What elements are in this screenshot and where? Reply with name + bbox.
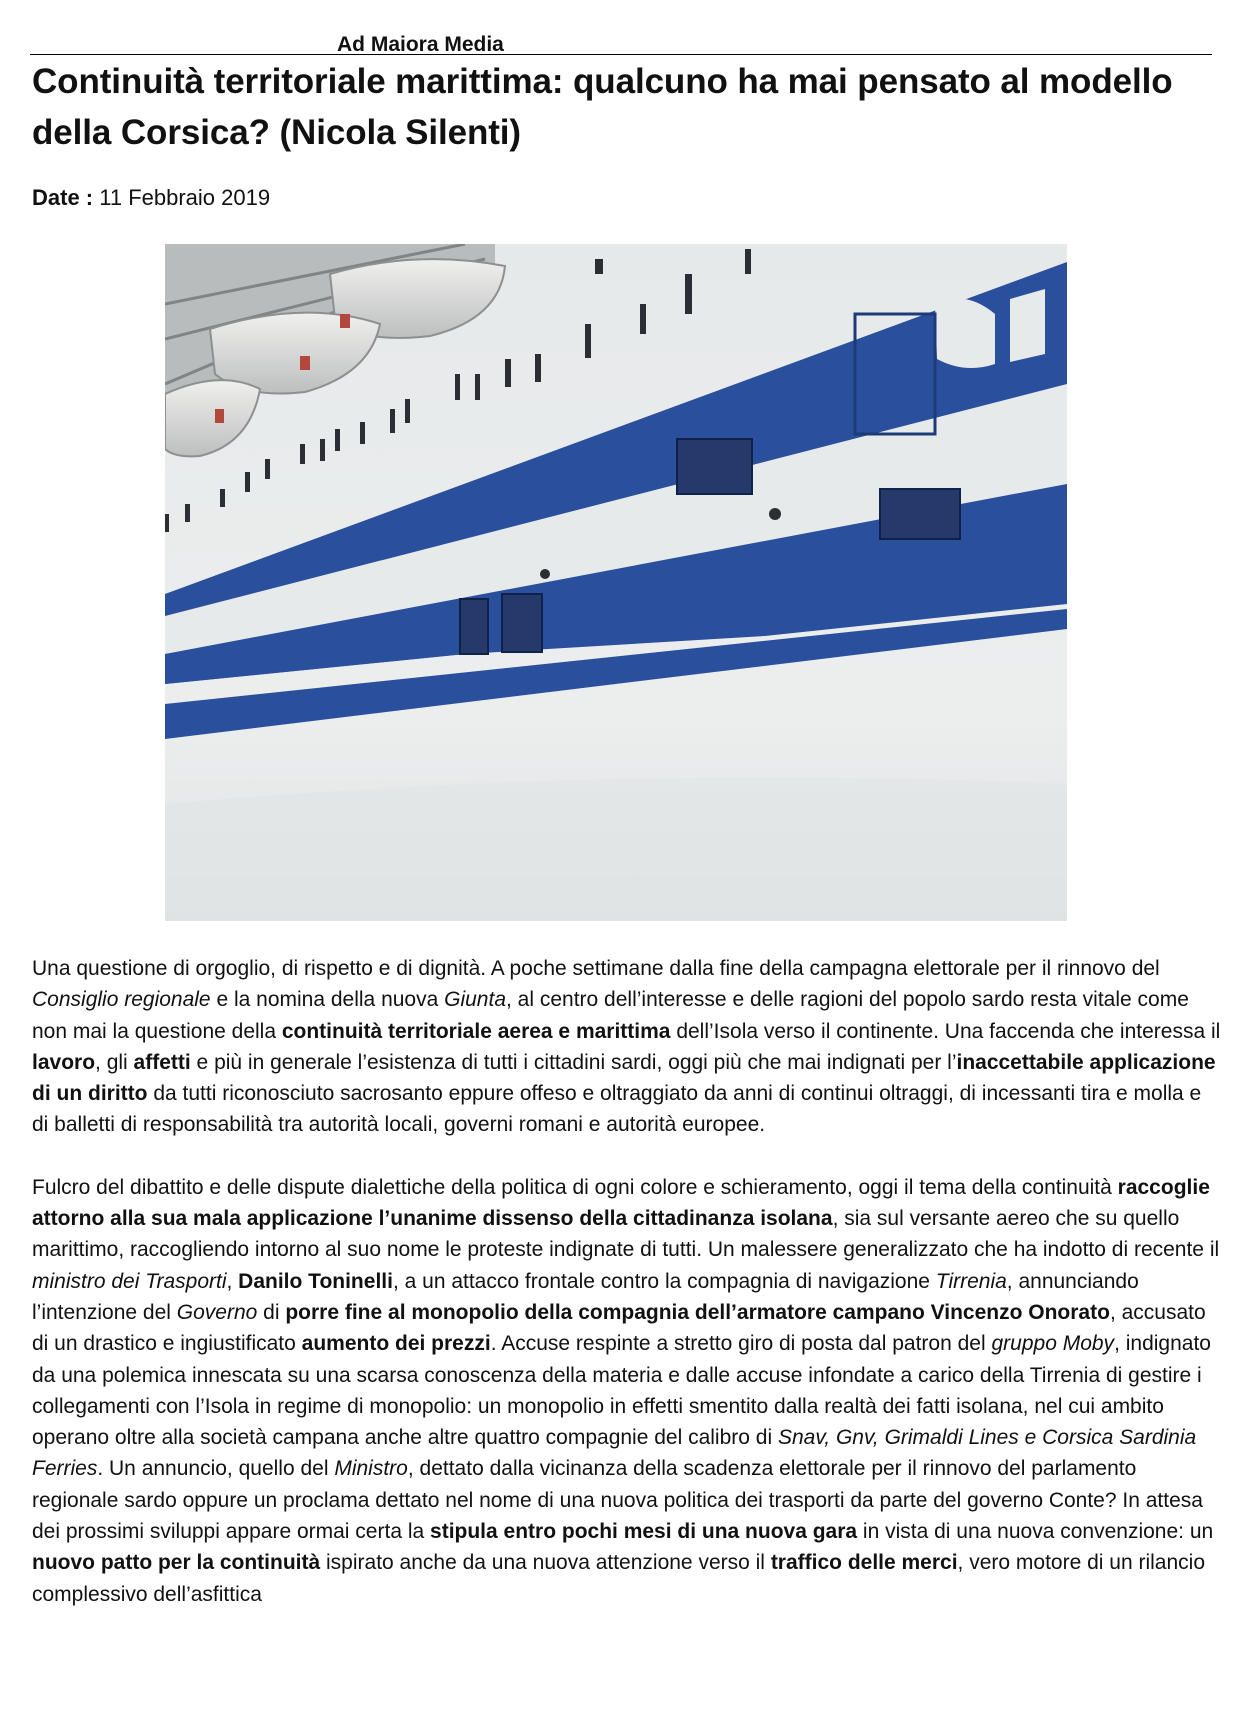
text-run: . Un annuncio, quello del [97, 1457, 335, 1481]
italic-text: ministro dei Trasporti [32, 1269, 227, 1293]
text-run: , indignato da una polemica innescata su una scarsa conoscenza della materia e dalle accuse infondate a carico della Tirrenia di gestire i collegamenti con l’Isola in regime di monopolio: un monopolio in effetti smentito dalla realtà dei fatti isolana, nel cui ambito operano oltre alla società campana anche altre quattro compagnie del calibro di [32, 1332, 1211, 1450]
lifeboat-hook [340, 314, 350, 328]
text-run: , [226, 1269, 239, 1293]
lifeboat-hook [215, 409, 224, 423]
lifeboat-hook [300, 356, 310, 370]
italic-text: Giunta [444, 988, 506, 1012]
text-run: da tutti riconosciuto sacrosanto eppure offeso e oltraggiato da anni di continui oltraggi, di incessanti tira e molla e di balletti di responsabilità tra autorità locali, governi romani e autorità europee. [32, 1082, 1202, 1137]
date-line [32, 183, 270, 213]
text-run: , accusato di un drastico e ingiustificato [32, 1300, 1206, 1356]
text-run: , annunciando l’intenzione del [32, 1269, 1139, 1324]
text-run: in vista di una nuova convenzione: un [857, 1520, 1214, 1544]
bold-text: Danilo Toninelli [238, 1269, 393, 1293]
text-run: , vero motore di un rilancio complessivo dell’asfittica [32, 1551, 1205, 1606]
paragraph [32, 1172, 1222, 1610]
italic-text: Governo [176, 1300, 258, 1324]
hull-lower-shadow [165, 777, 1067, 921]
text-run: . Accuse respinte a stretto giro di posta dal patron del [490, 1332, 992, 1356]
bold-text: lavoro [32, 1050, 96, 1074]
bold-text: traffico delle merci [770, 1551, 958, 1575]
bold-text: raccoglie attorno alla sua mala applicazione l’unanime dissenso della cittadinanza isolana [32, 1175, 1210, 1231]
ship-hull-photo [165, 244, 1067, 921]
text-run: e la nomina della nuova [210, 988, 445, 1012]
text-run: , sia sul versante aereo che su quello marittimo, raccogliendo intorno al suo nome le proteste indignate di tutti. Un malessere generalizzato che ha indotto di recente il [32, 1207, 1220, 1262]
bold-text: porre fine al monopolio della compagnia dell’armatore campano Vincenzo Onorato [285, 1300, 1110, 1324]
text-run: Una questione di orgoglio, di rispetto e di dignità. A poche settimane dalla fine della campagna elettorale per il rinnovo del [32, 957, 1160, 980]
date-label: Date : [32, 185, 94, 210]
bold-text: continuità territoriale aerea e marittima [281, 1019, 671, 1043]
italic-text: Snav, Gnv, Grimaldi Lines e Corsica Sardinia Ferries [32, 1426, 1197, 1481]
text-run: di [257, 1300, 286, 1324]
text-run: , a un attacco frontale contro la compagnia di navigazione [392, 1269, 936, 1293]
text-run: ispirato anche da una nuova attenzione verso il [320, 1551, 771, 1575]
article-title: Continuità territoriale marittima: qualcuno ha mai pensato al modello della Corsica? (Nicola Silenti) [32, 62, 1173, 152]
bold-text: aumento dei prezzi [301, 1332, 491, 1356]
bold-text: affetti [133, 1050, 191, 1074]
bold-text: inaccettabile applicazione di un diritto [32, 1050, 1216, 1106]
text-run: , gli [95, 1050, 134, 1074]
text-run: e più in generale l’esistenza di tutti i cittadini sardi, oggi più che mai indignati per l’ [190, 1050, 957, 1074]
italic-text: gruppo Moby [991, 1332, 1115, 1356]
text-run: dell’Isola verso il continente. Una faccenda che interessa il [670, 1019, 1221, 1043]
italic-text: Tirrenia [935, 1269, 1007, 1293]
text-run: Fulcro del dibattito e delle dispute dialettiche della politica di ogni colore e schieramento, oggi il tema della continuità [32, 1175, 1118, 1199]
paragraph [32, 953, 1222, 1141]
text-run: , al centro dell’interesse e delle ragioni del popolo sardo resta vitale come non mai la questione della [32, 988, 1189, 1043]
text-run: , dettato dalla vicinanza della scadenza elettorale per il rinnovo del parlamento regionale sardo oppure un proclama dettato nel nome di una nuova politica dei trasporti da parte del governo Conte? In attesa dei prossimi sviluppi appare ormai certa la [32, 1457, 1203, 1544]
date-value: 11 Febbraio 2019 [99, 185, 271, 210]
italic-text: Ministro [334, 1457, 408, 1481]
site-name: Ad Maiora Media [337, 33, 504, 56]
bold-text: stipula entro pochi mesi di una nuova gara [430, 1520, 858, 1544]
bold-text: nuovo patto per la continuità [32, 1551, 321, 1575]
italic-text: Consiglio regionale [32, 988, 211, 1012]
article-body [32, 953, 1222, 1641]
header-rule [30, 54, 1212, 55]
